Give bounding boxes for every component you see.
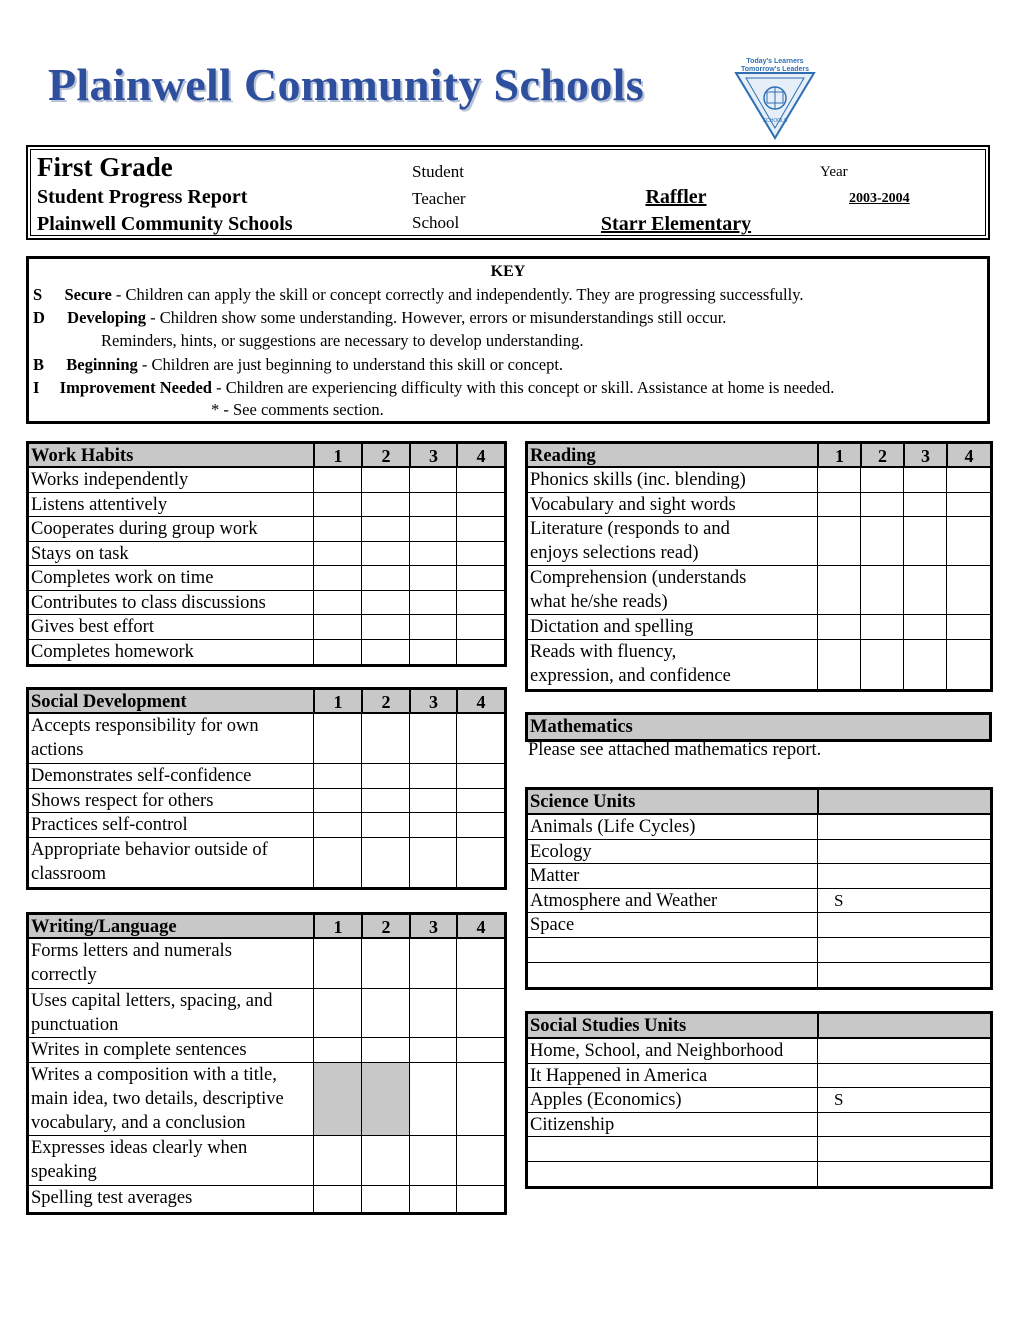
mark-cell[interactable] [456, 542, 504, 566]
table-row [528, 913, 990, 938]
table-row [29, 493, 504, 518]
mark-cell[interactable] [456, 591, 504, 615]
grade-cell[interactable] [817, 840, 990, 864]
mark-cell[interactable] [456, 1136, 504, 1185]
skill-label: Completes homework [31, 641, 194, 662]
skill-label-line: Forms letters and numerals [31, 941, 232, 961]
unit-label: Citizenship [530, 1114, 615, 1135]
mark-cell[interactable] [946, 468, 990, 492]
mark-cell[interactable] [409, 640, 456, 665]
mark-cell[interactable] [361, 813, 409, 837]
mark-cell[interactable] [313, 939, 361, 988]
section-title: Writing/Language [31, 917, 177, 937]
grade-column-header [817, 790, 990, 813]
col-header: 2 [361, 690, 409, 712]
table-row [29, 1186, 504, 1212]
mark-cell[interactable] [361, 764, 409, 788]
skill-label: Practices self-control [31, 815, 188, 835]
skill-label-line: enjoys selections read) [530, 543, 699, 563]
table-row [528, 840, 990, 865]
skill-label-line: Comprehension (understands [530, 568, 747, 588]
skill-label-line: Literature (responds to and [530, 519, 730, 539]
mark-cell[interactable] [860, 468, 903, 492]
skill-label-line: vocabulary, and a conclusion [31, 1113, 246, 1133]
mark-cell[interactable] [860, 566, 903, 614]
skill-label-line: Uses capital letters, spacing, and [31, 990, 273, 1011]
key-term: Improvement Needed [59, 378, 212, 397]
key-desc: - Children are just beginning to understand this skill or concept. [137, 355, 564, 374]
unit-label: Atmosphere and Weather [530, 890, 718, 911]
skill-label: Works independently [31, 470, 189, 490]
col-header: 1 [313, 690, 361, 712]
col-header: 3 [409, 444, 456, 466]
skill-label-line: speaking [31, 1162, 97, 1182]
mark-cell[interactable] [409, 566, 456, 590]
key-term: Beginning [66, 355, 138, 374]
table-row [29, 838, 504, 888]
grade-cell[interactable] [817, 1162, 990, 1187]
grade-cell[interactable] [817, 938, 990, 962]
mark-cell[interactable] [361, 566, 409, 590]
mark-cell[interactable] [361, 989, 409, 1038]
table-row [528, 1137, 990, 1162]
mark-cell[interactable] [860, 615, 903, 639]
skill-label: Listens attentively [31, 494, 168, 515]
col-header: 4 [456, 915, 504, 937]
report-header [26, 145, 990, 240]
key-title: KEY [490, 263, 526, 280]
skill-label: Demonstrates self-confidence [31, 766, 252, 786]
mark-cell[interactable] [313, 640, 361, 665]
mark-cell[interactable] [361, 468, 409, 492]
skill-label [31, 989, 272, 1037]
report-title: Student Progress Report [37, 186, 248, 208]
year-value: 2003-2004 [849, 191, 910, 206]
mark-cell[interactable] [903, 493, 946, 517]
table-row [528, 517, 990, 566]
mark-cell[interactable] [946, 493, 990, 517]
skill-label-line: Reads with fluency, [530, 641, 677, 662]
table-row [528, 640, 990, 690]
mark-cell[interactable] [817, 468, 860, 492]
social-development-table [26, 687, 507, 890]
table-header [528, 1014, 990, 1039]
unit-label: Matter [530, 866, 580, 886]
table-row [528, 938, 990, 963]
key-code: I [33, 378, 40, 397]
reading-table [525, 441, 993, 692]
key-code: B [33, 355, 45, 374]
skill-label [530, 517, 730, 565]
table-row [29, 542, 504, 567]
section-title: Work Habits [31, 446, 134, 466]
mark-cell[interactable] [946, 566, 990, 614]
grade-column-header [817, 1014, 990, 1037]
mark-cell[interactable] [313, 714, 361, 763]
unit-label: Ecology [530, 841, 592, 862]
key-secure [33, 285, 804, 305]
skill-label: Cooperates during group work [31, 519, 258, 539]
mark-cell[interactable] [313, 591, 361, 615]
skill-label-line: what he/she reads) [530, 592, 668, 612]
mark-cell[interactable] [313, 517, 361, 541]
mark-cell[interactable] [456, 640, 504, 665]
skill-label: Vocabulary and sight words [530, 494, 736, 515]
table-row [528, 815, 990, 840]
mark-cell[interactable] [313, 566, 361, 590]
mark-cell[interactable] [409, 1063, 456, 1135]
district-name: Plainwell Community Schools [37, 213, 293, 235]
skill-label: Contributes to class discussions [31, 592, 266, 613]
social-studies-units-table [525, 1011, 993, 1189]
mark-cell[interactable] [456, 1038, 504, 1062]
mark-cell[interactable] [361, 1186, 409, 1212]
mark-cell[interactable] [456, 789, 504, 813]
skill-label-line: Accepts responsibility for own [31, 716, 259, 736]
grade-cell[interactable]: S [817, 1088, 990, 1112]
skill-label-line: Writes a composition with a title, [31, 1065, 277, 1085]
section-title: Social Studies Units [530, 1016, 687, 1036]
grade-cell[interactable] [817, 1113, 990, 1137]
unit-label: Home, School, and Neighborhood [530, 1041, 784, 1061]
mark-cell[interactable] [456, 468, 504, 492]
mark-cell[interactable] [313, 764, 361, 788]
table-row [528, 1039, 990, 1064]
table-row [528, 468, 990, 493]
mark-cell[interactable] [409, 813, 456, 837]
shaded-cell [361, 1063, 409, 1135]
grade-cell[interactable]: S [817, 889, 990, 913]
col-header: 4 [456, 690, 504, 712]
table-row [29, 566, 504, 591]
table-row [528, 493, 990, 518]
mark-cell[interactable] [313, 813, 361, 837]
mark-cell[interactable] [456, 1063, 504, 1135]
key-desc: - Children are experiencing difficulty with this concept or skill. Assistance at home is needed. [211, 378, 835, 397]
mark-cell[interactable] [361, 591, 409, 615]
logo-band-text: SCHOOLS [762, 118, 788, 124]
key-beginning [33, 355, 563, 375]
table-header [29, 690, 504, 714]
mark-cell[interactable] [456, 714, 504, 763]
unit-label: Space [530, 915, 575, 935]
school-value: Starr Elementary [600, 213, 752, 235]
skill-label [31, 1136, 247, 1184]
grade-label: First Grade [37, 152, 173, 182]
mark-cell[interactable] [313, 789, 361, 813]
mark-cell[interactable] [946, 615, 990, 639]
school-title: Plainwell Community Schools [48, 59, 644, 110]
section-title: Social Development [31, 692, 187, 712]
mark-cell[interactable] [456, 1186, 504, 1212]
table-row [29, 591, 504, 616]
mark-cell[interactable] [817, 615, 860, 639]
skill-label-line: correctly [31, 965, 97, 985]
mathematics-header: Mathematics [525, 712, 992, 742]
teacher-label: Teacher [412, 189, 466, 208]
school-logo-icon [726, 56, 824, 142]
col-header: 2 [361, 444, 409, 466]
mark-cell[interactable] [860, 493, 903, 517]
mark-cell[interactable] [946, 640, 990, 690]
key-term: Secure [64, 285, 112, 304]
mark-cell[interactable] [409, 591, 456, 615]
school-label: School [412, 213, 460, 232]
mark-cell[interactable] [313, 493, 361, 517]
mark-cell[interactable] [313, 838, 361, 888]
table-header [528, 790, 990, 815]
table-row [29, 517, 504, 542]
skill-label: Stays on task [31, 543, 129, 564]
key-desc: - Children can apply the skill or concept correctly and independently. They are progressing successfully. [111, 285, 804, 304]
skill-label [530, 640, 731, 688]
year-label: Year [820, 164, 848, 180]
table-row [528, 963, 990, 988]
skill-label-line: classroom [31, 863, 107, 884]
key-desc: - Children show some understanding. However, errors or misunderstandings still occur. [146, 308, 727, 327]
skill-label-line: punctuation [31, 1014, 119, 1035]
table-row [29, 989, 504, 1039]
grade-cell[interactable] [817, 864, 990, 888]
table-row [528, 1064, 990, 1089]
mark-cell[interactable] [361, 789, 409, 813]
mark-cell[interactable] [903, 615, 946, 639]
unit-label: Apples (Economics) [530, 1090, 682, 1110]
mark-cell[interactable] [409, 542, 456, 566]
table-row [29, 1038, 504, 1063]
mark-cell[interactable] [456, 517, 504, 541]
table-row [528, 1162, 990, 1187]
table-row [29, 1136, 504, 1186]
mark-cell[interactable] [313, 989, 361, 1038]
mark-cell[interactable] [409, 789, 456, 813]
mark-cell[interactable] [903, 566, 946, 614]
logo-tagline-1: Today's Learners [746, 58, 804, 65]
grade-cell[interactable] [817, 1064, 990, 1088]
mark-cell[interactable] [456, 989, 504, 1038]
table-row [29, 789, 504, 814]
mark-cell[interactable] [361, 1136, 409, 1185]
skill-label: Shows respect for others [31, 790, 214, 811]
mark-cell[interactable] [456, 813, 504, 837]
key-developing-note: Reminders, hints, or suggestions are necessary to develop understanding. [101, 331, 584, 350]
mark-cell[interactable] [361, 1038, 409, 1062]
mark-cell[interactable] [409, 939, 456, 988]
mark-cell[interactable] [361, 939, 409, 988]
mark-cell[interactable] [817, 640, 860, 690]
table-row [528, 566, 990, 615]
skill-label [31, 838, 268, 886]
mark-cell[interactable] [860, 640, 903, 690]
mark-cell[interactable] [409, 615, 456, 639]
mark-cell[interactable] [456, 764, 504, 788]
unit-label: It Happened in America [530, 1065, 708, 1086]
mark-cell[interactable] [409, 1186, 456, 1212]
grade-cell[interactable] [817, 815, 990, 839]
mark-cell[interactable] [313, 1038, 361, 1062]
key-code: S [33, 285, 43, 304]
col-header: 4 [946, 444, 990, 466]
grade-cell[interactable] [817, 913, 990, 937]
mark-cell[interactable] [361, 517, 409, 541]
skill-label: Gives best effort [31, 617, 154, 637]
skill-label: Completes work on time [31, 568, 214, 588]
table-row [29, 468, 504, 493]
mark-cell[interactable] [409, 764, 456, 788]
mathematics-note: Please see attached mathematics report. [528, 740, 822, 760]
col-header: 2 [860, 444, 903, 466]
mark-cell[interactable] [361, 493, 409, 517]
mark-cell[interactable] [409, 468, 456, 492]
mark-cell[interactable] [456, 615, 504, 639]
mark-cell[interactable] [361, 640, 409, 665]
key-term: Developing [67, 308, 147, 327]
col-header: 1 [817, 444, 860, 466]
work-habits-table [26, 441, 507, 667]
mark-cell[interactable] [903, 517, 946, 565]
col-header: 3 [409, 690, 456, 712]
col-header: 3 [903, 444, 946, 466]
col-header: 1 [313, 444, 361, 466]
mark-cell[interactable] [313, 1186, 361, 1212]
key-code: D [33, 308, 45, 327]
mark-cell[interactable] [313, 1136, 361, 1185]
skill-label: Writes in complete sentences [31, 1040, 247, 1060]
logo-tagline-2: Tomorrow's Leaders [740, 66, 810, 73]
mark-cell[interactable] [456, 939, 504, 988]
shaded-cell [313, 1063, 361, 1135]
table-row [528, 615, 990, 640]
col-header: 1 [313, 915, 361, 937]
mark-cell[interactable] [361, 542, 409, 566]
table-row [29, 640, 504, 665]
table-row [29, 615, 504, 640]
section-title: Reading [530, 446, 596, 466]
skill-label: Dictation and spelling [530, 617, 694, 637]
table-row [528, 1113, 990, 1138]
grade-cell[interactable] [817, 1137, 990, 1161]
writing-language-table [26, 912, 507, 1215]
skill-label [31, 939, 232, 987]
mark-cell[interactable] [361, 714, 409, 763]
table-header [528, 444, 990, 468]
table-row [528, 864, 990, 889]
mark-cell[interactable] [817, 517, 860, 565]
table-header [29, 915, 504, 939]
student-label: Student [412, 162, 464, 181]
mark-cell[interactable] [456, 493, 504, 517]
mark-cell[interactable] [361, 615, 409, 639]
skill-label [530, 566, 746, 614]
grade-cell[interactable] [817, 1039, 990, 1063]
mark-cell[interactable] [860, 517, 903, 565]
mark-cell[interactable] [817, 566, 860, 614]
skill-label [31, 1063, 284, 1135]
mark-cell[interactable] [409, 517, 456, 541]
col-header: 4 [456, 444, 504, 466]
col-header: 3 [409, 915, 456, 937]
skill-label [31, 714, 259, 762]
table-row [29, 1063, 504, 1136]
mark-cell[interactable] [409, 838, 456, 888]
table-row [29, 939, 504, 989]
table-row [29, 764, 504, 789]
skill-label-line: main idea, two details, descriptive [31, 1089, 284, 1109]
mark-cell[interactable] [361, 838, 409, 888]
skill-label: Spelling test averages [31, 1188, 193, 1208]
section-title: Science Units [530, 792, 636, 812]
mark-cell[interactable] [409, 714, 456, 763]
mark-cell[interactable] [903, 640, 946, 690]
mark-cell[interactable] [313, 615, 361, 639]
grading-key [26, 256, 990, 424]
key-developing [33, 308, 726, 328]
table-header [29, 444, 504, 468]
mark-cell[interactable] [817, 493, 860, 517]
key-comments-note: * - See comments section. [211, 400, 384, 419]
mark-cell[interactable] [409, 493, 456, 517]
mark-cell[interactable] [456, 838, 504, 888]
table-row [29, 714, 504, 764]
key-improvement [33, 378, 834, 398]
teacher-value: Raffler [645, 186, 707, 208]
skill-label-line: Appropriate behavior outside of [31, 839, 268, 860]
table-row [29, 813, 504, 838]
mark-cell[interactable] [409, 1136, 456, 1185]
table-row [528, 1088, 990, 1113]
skill-label: Phonics skills (inc. blending) [530, 470, 746, 490]
mark-cell[interactable] [409, 989, 456, 1038]
mark-cell[interactable] [409, 1038, 456, 1062]
mark-cell[interactable] [946, 517, 990, 565]
skill-label-line: actions [31, 740, 84, 760]
col-header: 2 [361, 915, 409, 937]
skill-label-line: Expresses ideas clearly when [31, 1138, 248, 1158]
mark-cell[interactable] [456, 566, 504, 590]
science-units-table [525, 787, 993, 990]
table-row [528, 889, 990, 914]
mark-cell[interactable] [903, 468, 946, 492]
grade-cell[interactable] [817, 963, 990, 988]
unit-label: Animals (Life Cycles) [530, 817, 696, 837]
skill-label-line: expression, and confidence [530, 665, 731, 686]
mark-cell[interactable] [313, 468, 361, 492]
mark-cell[interactable] [313, 542, 361, 566]
